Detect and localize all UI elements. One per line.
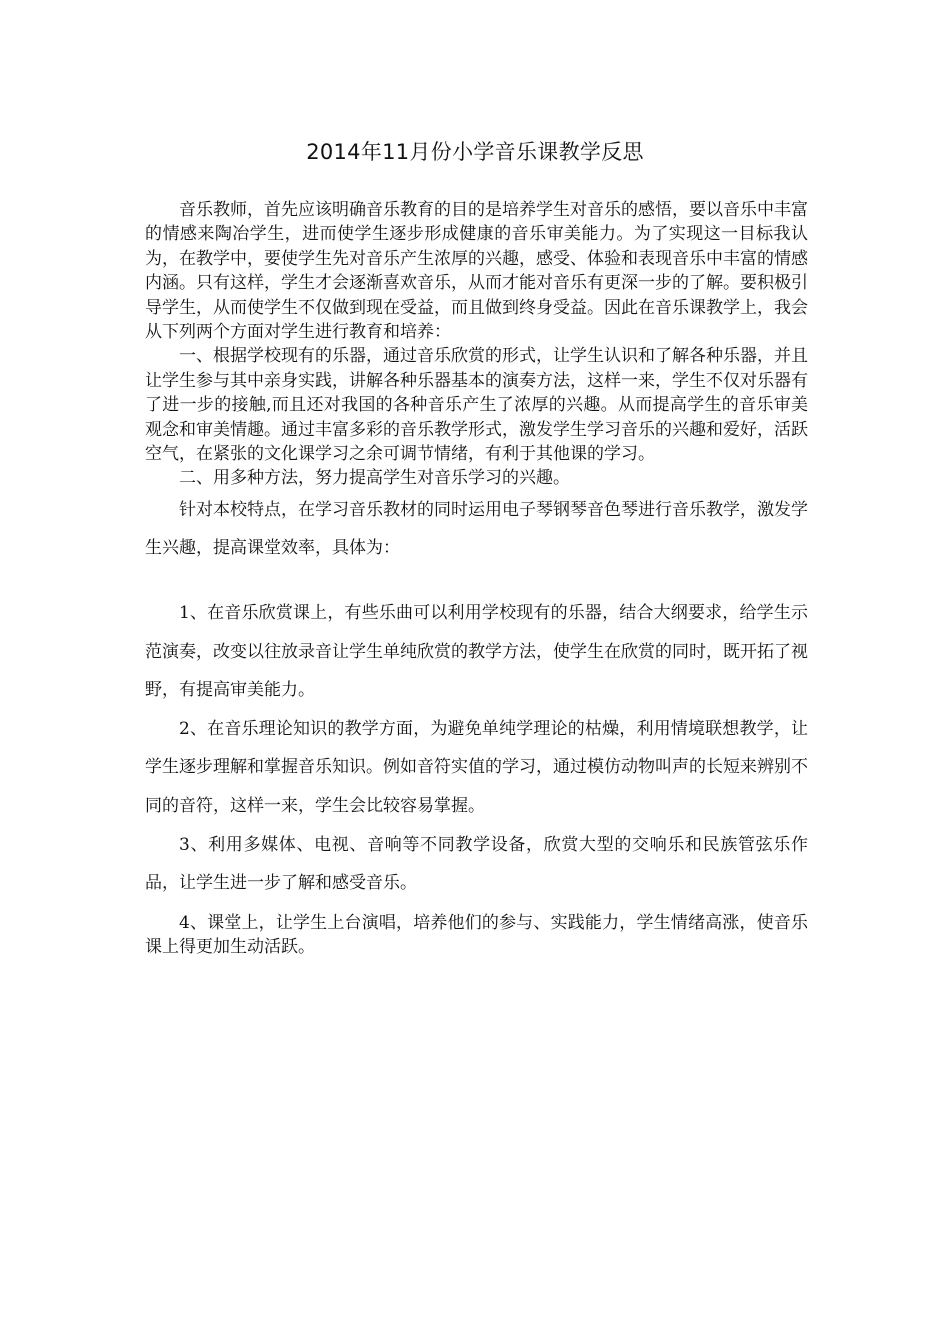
paragraph-point-1: 一、根据学校现有的乐器，通过音乐欣赏的形式，让学生认识和了解各种乐器，并且让学生参与其中亲身实践，讲解各种乐器基本的演奏方法，这样一来，学生不仅对乐器有了进一步的接触,而且还对我国的各种音乐产生了浓厚的兴趣。从而提高学生的音乐审美观念和审美情趣。通过丰富多彩的音乐教学形式，激发学生学习音乐的兴趣和爱好，活跃空气，在紧张的文化课学习之余可调节情绪，有利于其他课的学习。 (145, 346, 808, 465)
paragraph-intro: 音乐教师，首先应该明确音乐教育的目的是培养学生对音乐的感悟，要以音乐中丰富的情感来陶冶学生，进而使学生逐步形成健康的音乐审美能力。为了实现这一目标我认为，在教学中，要使学生先对音乐产生浓厚的兴趣，感受、体验和表现音乐中丰富的情感内涵。只有这样，学生才会逐渐喜欢音乐，从而才能对音乐有更深一步的了解。要积极引导学生，从而使学生不仅做到现在受益，而且做到终身受益。因此在音乐课教学上，我会从下列两个方面对学生进行教育和培养： (145, 200, 808, 343)
paragraph-lead: 针对本校特点，在学习音乐教材的同时运用电子琴钢琴音色琴进行音乐教学，激发学生兴趣，提高课堂效率，具体为： (145, 499, 808, 559)
document-body (145, 198, 808, 960)
paragraph-item-1: 1、在音乐欣赏课上，有些乐曲可以利用学校现有的乐器，结合大纲要求，给学生示范演奏，改变以往放录音让学生单纯欣赏的教学方法，使学生在欣赏的同时，既开拓了视野，有提高审美能力。 (145, 603, 808, 701)
paragraph-item-4: 4、课堂上，让学生上台演唱，培养他们的参与、实践能力，学生情绪高涨，使音乐课上得更加生动活跃。 (145, 912, 808, 958)
paragraph-point-2: 二、用多种方法，努力提高学生对音乐学习的兴趣。 (179, 468, 570, 489)
paragraph-item-2: 2、在音乐理论知识的教学方面，为避免单纯学理论的枯燥，利用情境联想教学，让学生逐步理解和掌握音乐知识。例如音符实值的学习，通过模仿动物叫声的长短来辨别不同的音符，这样一来，学生会比较容易掌握。 (145, 718, 808, 817)
paragraph-item-3: 3、利用多媒体、电视、音响等不同教学设备，欣赏大型的交响乐和民族管弦乐作品，让学生进一步了解和感受音乐。 (145, 834, 808, 894)
document-title: 2014年11月份小学音乐课教学反思 (306, 140, 644, 164)
